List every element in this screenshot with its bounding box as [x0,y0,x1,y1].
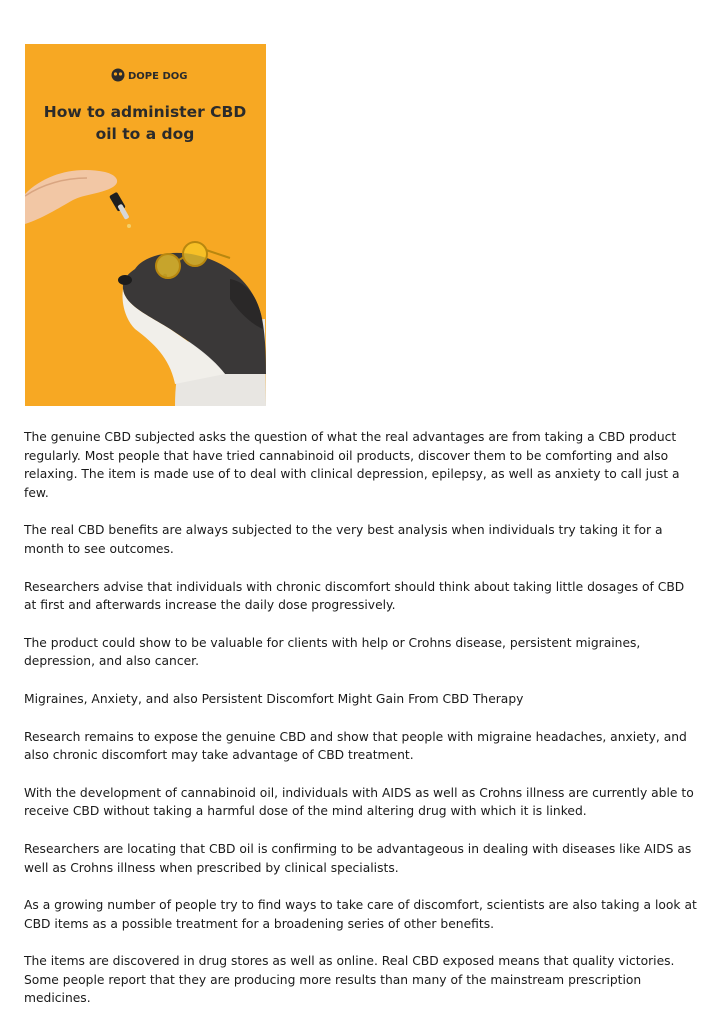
article-body [24,428,698,1027]
paragraph: The product could show to be valuable for clients with help or Crohns disease, persistent migraines, depression, and also cancer. [24,635,641,669]
paragraph: Researchers advise that individuals with chronic discomfort should think about taking little dosages of CBD at first and afterwards increase the daily dose progressively. [24,579,685,613]
headline-line-1: How to administer CBD [43,103,247,121]
paragraph: With the development of cannabinoid oil, individuals with AIDS as well as Crohns illness are currently able to receive CBD without taking a harmful dose of the mind altering drug with which it is linked. [24,785,694,819]
dope-dog-logo-icon [112,69,125,82]
paragraph: The genuine CBD subjected asks the question of what the real advantages are from taking a CBD product regularly. Most people that have tried cannabinoid oil products, discover them to be comforting and also relaxing. The item is made use of to deal with clinical depression, epilepsy, as well as anxiety to call just a few. [24,430,680,500]
paragraph: As a growing number of people try to find ways to take care of discomfort, scientists are also taking a look at CBD items as a possible treatment for a broadening series of other benefits. [24,898,697,931]
headline-line-2: oil to a dog [95,125,195,143]
brand-name: DOPE DOG [128,71,188,82]
paragraph: Researchers are locating that CBD oil is confirming to be advantageous in dealing with diseases like AIDS as well as Crohns illness when prescribed by clinical specialists. [24,841,692,875]
section-heading: Migraines, Anxiety, and also Persistent Discomfort Might Gain From CBD Therapy [24,691,524,706]
paragraph: Research remains to expose the genuine CBD and show that people with migraine headaches, anxiety, and also chronic discomfort may take advantage of CBD treatment. [24,729,687,763]
hero-image [25,44,266,406]
paragraph: The real CBD benefits are always subjected to the very best analysis when individuals try taking it for a month to see outcomes. [24,523,663,556]
paragraph: The items are discovered in drug stores as well as online. Real CBD exposed means that quality victories. Some people report that they are producing more results than many of the mainstream prescription medicines. [24,954,675,1006]
